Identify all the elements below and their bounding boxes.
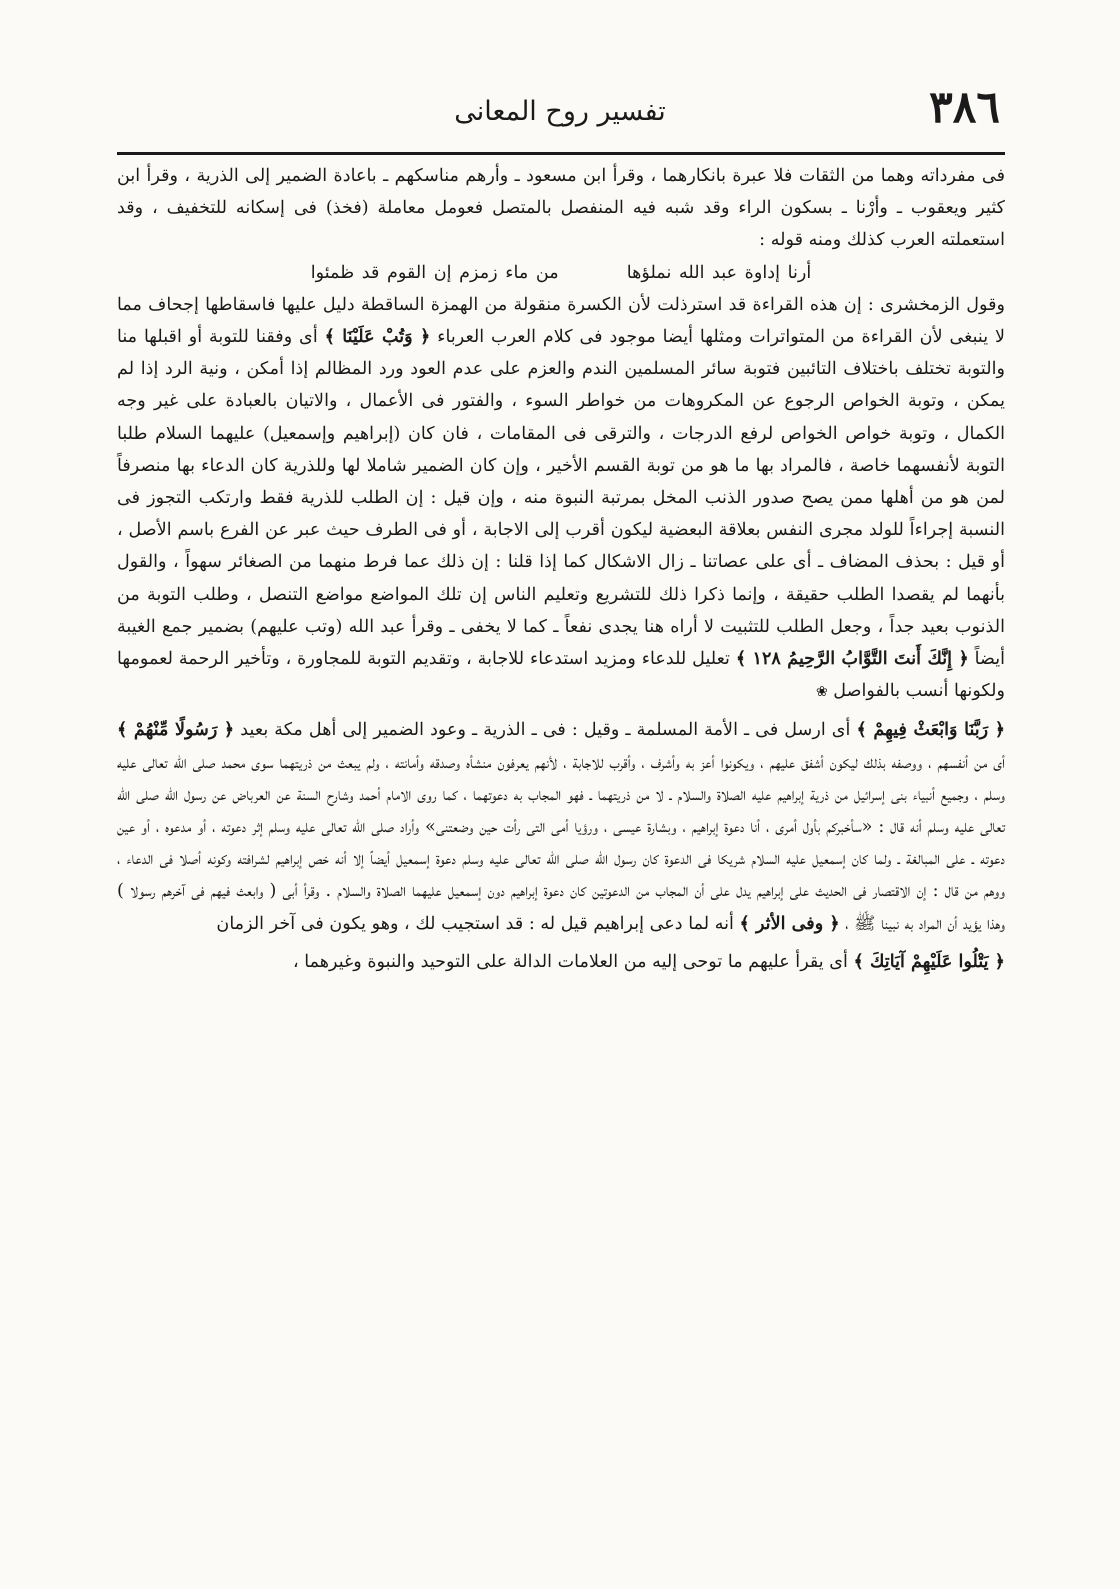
paragraph: فى مفرداته وهما من الثقات فلا عبرة بانكارهما ، وقرأ ابن مسعود ـ وأرهم مناسكهم ـ باعادة الضمير إلى الذرية ، وقرأ ابن كثير ويعقوب ـ وأرْنا ـ بسكون الراء وقد شبه فيه المنفصل بالمتصل فعومل معاملة (فخذ) فى إسكانه للتخفيف ، وقد استعملته العرب كذلك ومنه قوله : [117,166,1005,251]
paragraph-text: وقول الزمخشرى : إن هذه القراءة قد استرذلت لأن الكسرة منقولة من الهمزة الساقطة دليل عليها فاسقاطها إجحاف مما لا ينبغى لأن القراءة من المتواترات ومثلها أيضا موجود فى كلام العرب العرباء [117,294,1006,348]
quran-quote: ﴿ رَبَّنَا وَابْعَثْ فِيهِمْ ﴾ [856,719,1006,741]
quran-quote: ﴿ إِنَّكَ أَنتَ التَّوَّابُ الرَّحِيمُ ١٢٨ ﴾ [735,648,969,670]
paragraph-text: أى وفقنا للتوبة أو اقبلها منا والتوبة تختلف باختلاف التائبين فتوبة سائر المسلمين الندم والعزم على عدم العود ورد المظالم إذا أمكن ، ونية الرد إذا لم يمكن ، وتوبة الخواص الرجوع عن المكروهات من خواطر السوء ، والفتور فى الأعمال ، والاتيان بالعبادة على غير وجه الكمال ، وتوبة خواص الخواص لرفع الدرجات ، والترقى فى المقامات ، فان كان (إبراهيم وإسمعيل) عليهما السلام طلبا التوبة لأنفسهما خاصة ، فالمراد بها ما هو من توبة القسم الأخير ، وإن كان الضمير شاملا لها وللذرية كان الدعاء بها منصرفاً لمن هو من أهلها ممن يصح صدور الذنب المخل بمرتبة النبوة منه ، وإن قيل : إن الطلب للذرية فقط وارتكب التجوز فى النسبة إجراءاً للولد مجرى النفس بعلاقة البعضية ليكون أقرب إلى الاجابة ، أو فى الطرف حيث عبر عن الفرع باسم الأصل ، أو قيل : بحذف المضاف ـ أى على عصاتنا ـ زال الاشكال كما إذا قلنا : إن ذلك عما فرط منهما من الصغائر سهواً ، والقول بأنهما لم يقصدا الطلب حقيقة ، وإنما ذكرا ذلك للتشريع وتعليم الناس إن تلك المواضع مواضع التنصل ، وطلب التوبة من الذنوب بعيد جداً ، وجعل الطلب للتثبيت لا أراه هنا يجدى نفعاً ـ كما لا يخفى ـ وقرأ عبد الله (وتب عليهم) بضمير جمع الغيبة أيضاً [117,327,1006,670]
header-rule [117,152,1005,155]
verse-first-hemistich: أرنا إداوة عبد الله نملؤها [626,262,812,283]
end-mark: ❀ [815,684,828,701]
quran-quote: ﴿ وفى الأثر ﴾ [739,912,840,934]
quran-quote: ﴿ يَتْلُوا عَلَيْهِمْ آيَاتِكَ ﴾ [853,950,1005,972]
paragraph-text: أى يقرأ عليهم ما توحى إليه من العلامات الدالة على التوحيد والنبوة وغيرهما ، [292,951,848,972]
paragraph-text: أى ارسل فى ـ الأمة المسلمة ـ وقيل : فى ـ الذرية ـ وعود الضمير إلى أهل مكة بعيد [240,720,851,741]
quran-quote: ﴿ وَتُبْ عَلَيْنَا ﴾ [324,326,431,348]
running-title: تفسير روح المعانى [454,96,666,127]
page-header [120,78,1000,148]
paragraph-text: تعليل للدعاء ومزيد استدعاء للاجابة ، وتقديم التوبة للمجاورة ، وتأخير الرحمة لعمومها ولكونها أنسب بالفواصل [117,649,1005,702]
paragraph-text: أنه لما دعى إبراهيم قيل له : قد استجيب لك ، وهو يكون فى آخر الزمان [216,913,734,934]
verse-second-hemistich: من ماء زمزم إن القوم قد ظمئوا [310,262,559,283]
page-number: ٣٨٦ [929,82,1000,133]
poetry-verse [117,257,1005,289]
paragraph [117,289,1005,709]
paragraph [117,714,1005,939]
quran-quote: ﴿ رَسُولًا مِّنْهُمْ ﴾ [117,719,235,741]
paragraph-text: أى من أنفسهم ، ووصفه بذلك ليكون أشفق عليهم ، ويكونوا أعز به وأشرف ، وأقرب للاجابة ، لأنهم يعرفون منشأه وصدقه وأمانته ، ولم يبعث من ذريتهما سوى محمد صلى الله تعالى عليه وسلم ، وجميع أنبياء بنى إسرائيل من ذرية إبراهيم عليه الصلاة والسلام ـ لا من ذريتهما ـ فهو المجاب به دعوتهما ، كما روى الامام أحمد وشارح السنة عن العرباض عن رسول الله صلى الله تعالى عليه وسلم أنه قال : «سأخبركم بأول أمرى ، أنا دعوة إبراهيم ، وبشارة عيسى ، ورؤيا أمى التى رأت حين وضعتنى» وأراد صلى الله تعالى عليه وسلم إثر دعوته ، أو مدعوه ، أو عين دعوته ـ على المبالغة ـ ولما كان إسمعيل عليه السلام شريكا فى الدعوة كان رسول الله صلى الله تعالى عليه وسلم دعوة إسمعيل أيضاً إلا أنه خص إبراهيم لشرافته وكونه أصلا فى الدعاء ، ووهم من قال : إن الاقتصار فى الحديث على إبراهيم يدل على أن المجاب من الدعوتين كان دعوة إبراهيم دون إسمعيل عليهما الصلاة والسلام . وقرأ أبى ( وابعث فيهم فى آخرهم رسولا ) وهذا يؤيد أن المراد به نبينا ﷺ ، [117,752,1005,934]
paragraph [117,946,1005,978]
commentary-body [117,160,1005,978]
